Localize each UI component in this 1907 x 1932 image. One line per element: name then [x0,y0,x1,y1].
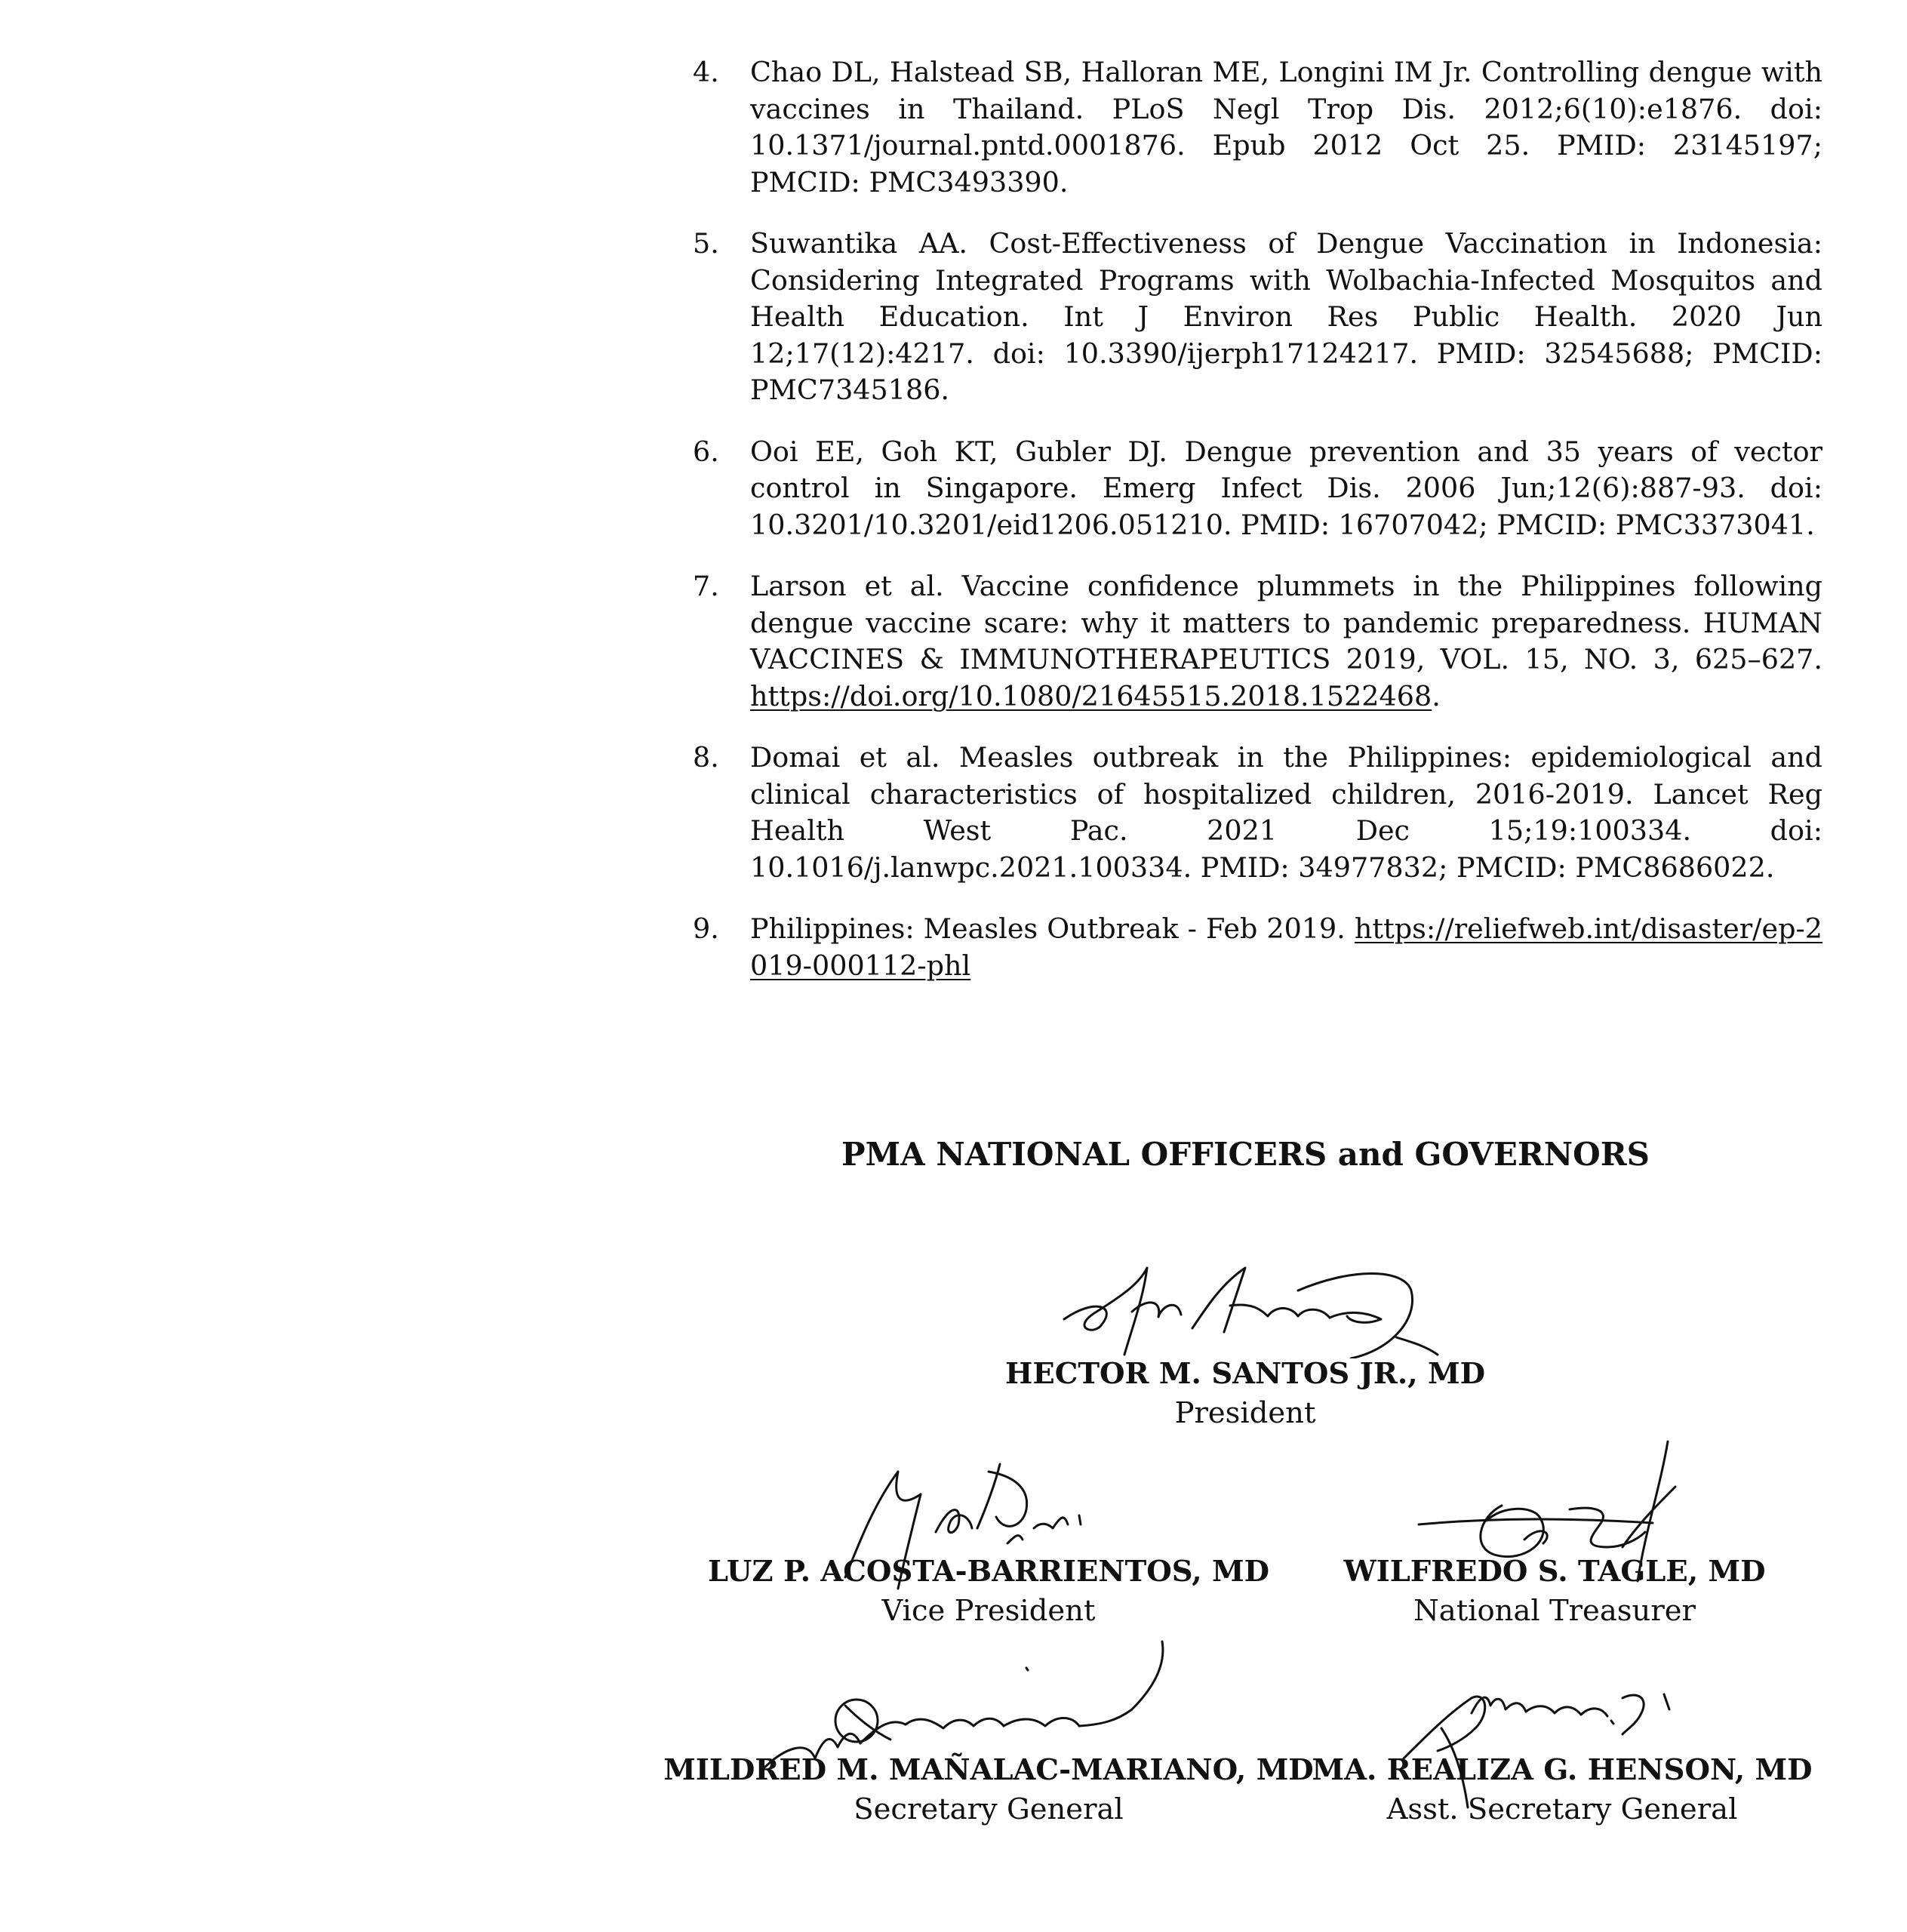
officer-name: LUZ P. ACOSTA-BARRIENTOS, MD [707,1555,1270,1589]
reference-number: 5. [693,227,719,260]
reference-list [693,54,1822,1009]
reference-item [693,911,1822,984]
reference-number: 9. [693,912,719,945]
reference-item [693,434,1822,544]
reference-item [693,568,1822,715]
reference-trailing-text: . [1432,679,1441,712]
officer-vice-president [657,1552,1321,1631]
reference-text: Domai et al. Measles outbreak in the Philippines: epidemiological and clinical characteristics of hospitalized children, 2016-2019. Lancet Reg Health West Pac. 2021 Dec 15;19:100334. doi: 10.1016/j.lanwpc.2021.100334. PMID: 34977832; PMCID: PMC8686022. [750,741,1822,884]
reference-text: Philippines: Measles Outbreak - Feb 2019. [750,912,1355,945]
reference-number: 4. [693,56,719,88]
officer-role: President [1174,1396,1316,1430]
officer-secretary-general [657,1751,1321,1829]
officer-name: MA. REALIZA G. HENSON, MD [1312,1753,1813,1787]
officer-treasurer [1321,1552,1789,1631]
officer-name: MILDRED M. MAÑALAC-MARIANO, MD [663,1753,1314,1787]
reference-url-link[interactable]: https://reliefweb.int/disaster/ep-2019-000112-phl [750,912,1822,982]
reference-number: 8. [693,741,719,774]
officer-role: National Treasurer [1413,1594,1696,1628]
reference-text: Ooi EE, Goh KT, Gubler DJ. Dengue prevention and 35 years of vector control in Singapore. Emerg Infect Dis. 2006 Jun;12(6):887-93. doi: 10.3201/10.3201/eid1206.051210. PMID: 16707042; PMCID: PMC3373041. [750,435,1822,541]
reference-item [693,740,1822,886]
officer-asst-secretary-general [1306,1751,1819,1829]
reference-number: 7. [693,570,719,602]
officer-name: WILFREDO S. TAGLE, MD [1343,1555,1766,1589]
reference-item [693,226,1822,409]
president-signature [1049,1253,1441,1358]
reference-text: Suwantika AA. Cost-Effectiveness of Dengue Vaccination in Indonesia: Considering Integrated Programs with Wolbachia-Infected Mosquitos and Health Education. Int J Environ Res Public Health. 2020 Jun 12;17(12):4217. doi: 10.3390/ijerph17124217. PMID: 32545688; PMCID: PMC7345186. [750,227,1822,406]
reference-text: Chao DL, Halstead SB, Halloran ME, Longini IM Jr. Controlling dengue with vaccines in Thailand. PLoS Negl Trop Dis. 2012;6(10):e1876. doi: 10.1371/journal.pntd.0001876. Epub 2012 Oct 25. PMID: 23145197; PMCID: PMC3493390. [750,56,1822,198]
officers-heading: PMA NATIONAL OFFICERS and GOVERNORS [841,1136,1650,1173]
reference-doi-link[interactable]: https://doi.org/10.1080/21645515.2018.1522468 [750,679,1432,712]
officer-role: Asst. Secretary General [1386,1792,1738,1826]
reference-number: 6. [693,435,719,468]
officer-role: Secretary General [854,1792,1124,1826]
officer-name: HECTOR M. SANTOS JR., MD [1004,1357,1486,1391]
officer-president [981,1355,1509,1433]
reference-text: Larson et al. Vaccine confidence plummets in the Philippines following dengue vaccine scare: why it matters to pandemic preparedness. HUMAN VACCINES & IMMUNOTHERAPEUTICS 2019, VOL. 15, NO. 3, 625–627. [750,570,1822,675]
officer-role: Vice President [881,1594,1096,1628]
reference-item [693,54,1822,201]
